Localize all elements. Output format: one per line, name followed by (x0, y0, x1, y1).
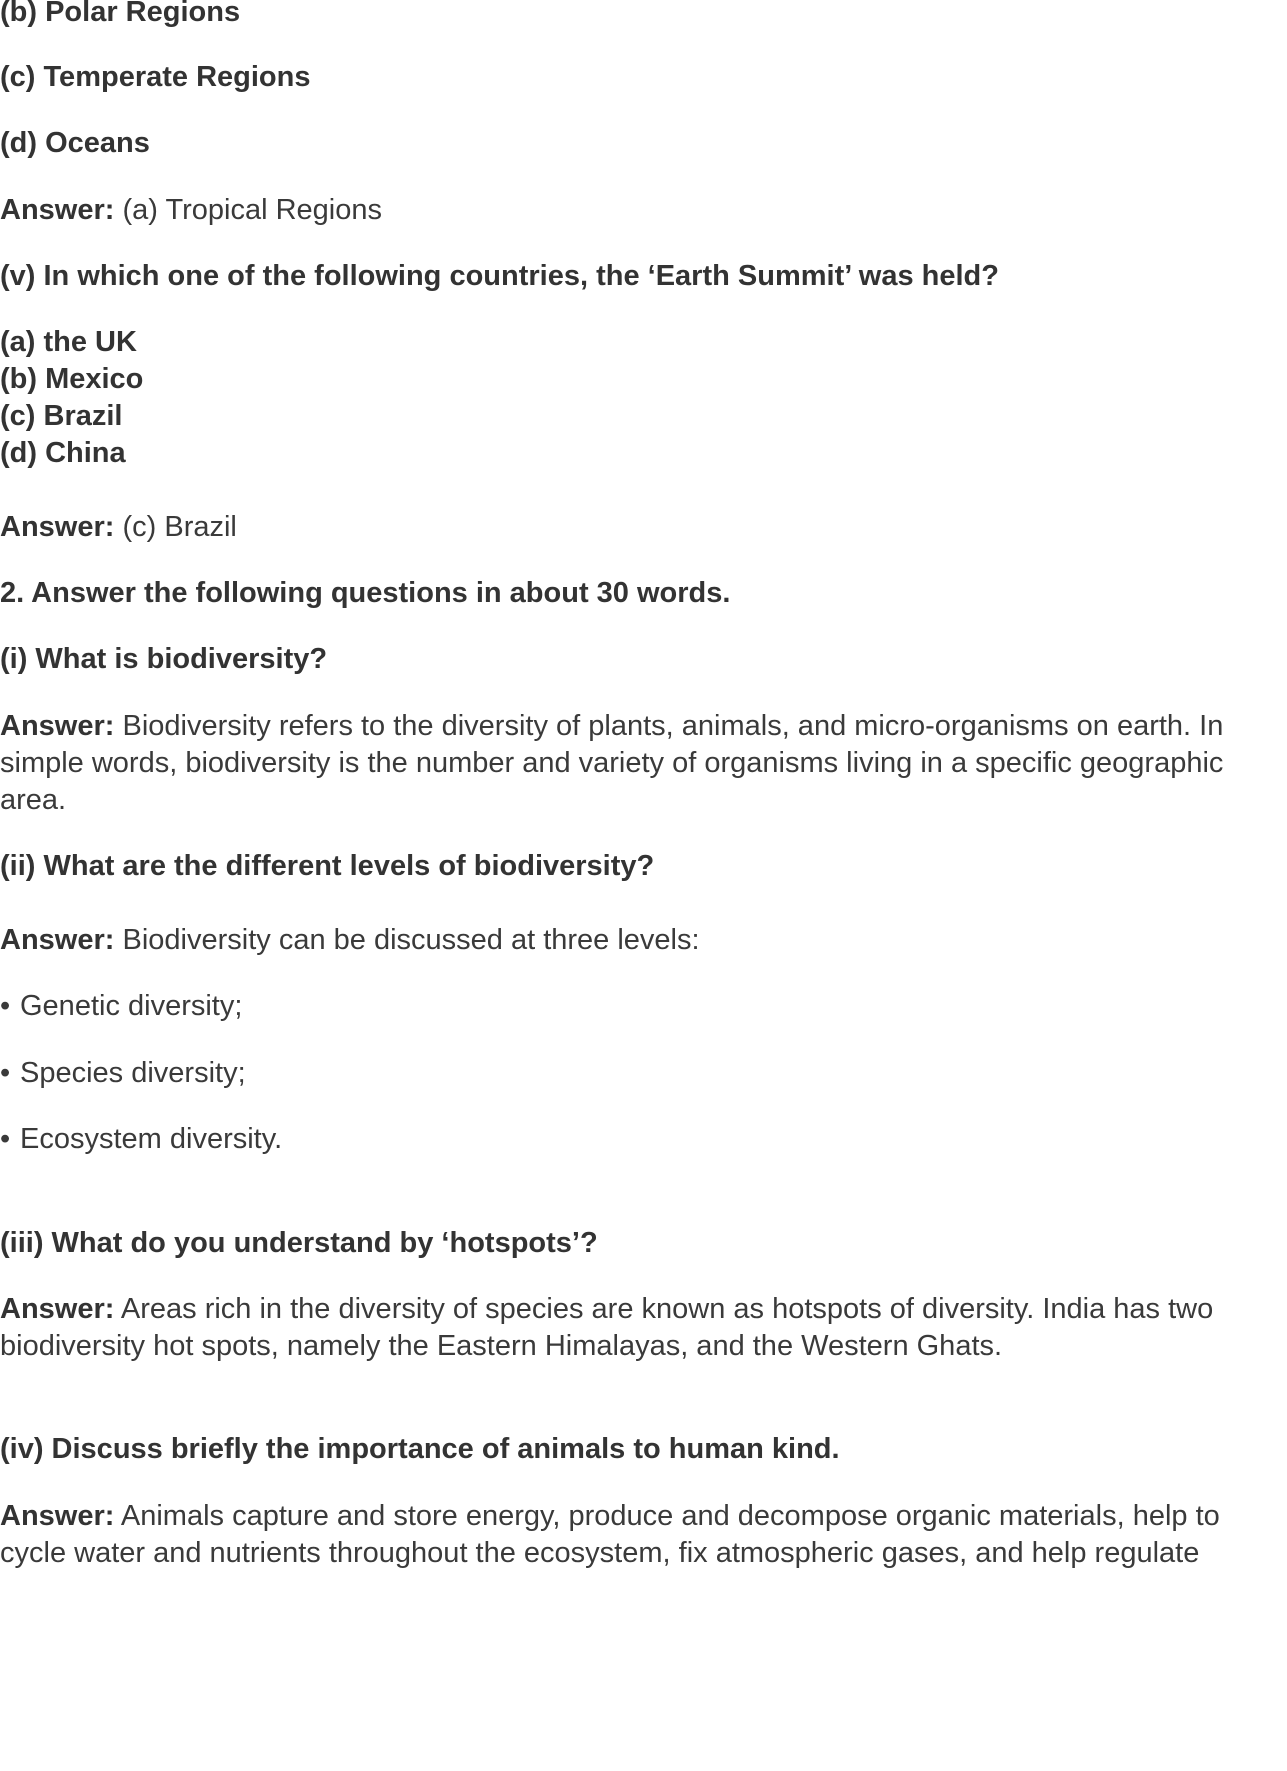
answer-ii (0, 919, 700, 961)
answer-brazil (0, 506, 237, 548)
bullet-ecosystem (0, 1118, 282, 1160)
option-c-temperate: (c) Temperate Regions (0, 61, 311, 93)
answer-label: Answer: (0, 710, 115, 742)
answer-text: Animals capture and store energy, produce and decompose organic materials, help to (120, 1500, 1220, 1532)
option-b-mexico: (b) Mexico (0, 363, 144, 395)
answer-text: Areas rich in the diversity of species are known as hotspots of diversity. India has two (120, 1293, 1214, 1325)
bullet-species (0, 1052, 246, 1094)
answer-i-line2: simple words, biodiversity is the number and variety of organisms living in a specific geographic (0, 747, 1224, 779)
option-b-polar: (b) Polar Regions (0, 0, 241, 28)
bullet-icon: • (0, 1057, 11, 1089)
bullet-icon: • (0, 1123, 11, 1155)
option-a-uk: (a) the UK (0, 326, 137, 358)
answer-iv-line1 (0, 1495, 1220, 1537)
answer-i-line3: area. (0, 784, 67, 816)
answer-iii-line1 (0, 1288, 1213, 1330)
question-v: (v) In which one of the following countries, the ‘Earth Summit’ was held? (0, 260, 999, 292)
answer-text: Biodiversity can be discussed at three levels: (122, 924, 700, 956)
answer-label: Answer: (0, 924, 115, 956)
option-c-brazil: (c) Brazil (0, 400, 123, 432)
question-ii: (ii) What are the different levels of biodiversity? (0, 850, 655, 882)
bullet-icon: • (0, 990, 11, 1022)
question-i: (i) What is biodiversity? (0, 643, 328, 675)
answer-label: Answer: (0, 1293, 115, 1325)
answer-label: Answer: (0, 511, 115, 543)
section-2-heading: 2. Answer the following questions in about 30 words. (0, 577, 731, 609)
answer-label: Answer: (0, 194, 115, 226)
answer-text: (a) Tropical Regions (122, 194, 382, 226)
question-iv: (iv) Discuss briefly the importance of animals to human kind. (0, 1433, 840, 1465)
answer-label: Answer: (0, 1500, 115, 1532)
answer-tropical (0, 189, 382, 231)
answer-text: (c) Brazil (122, 511, 237, 543)
option-d-oceans: (d) Oceans (0, 127, 150, 159)
question-iii: (iii) What do you understand by ‘hotspots’? (0, 1227, 598, 1259)
answer-iii-line2: biodiversity hot spots, namely the Eastern Himalayas, and the Western Ghats. (0, 1330, 1003, 1362)
answer-text: Biodiversity refers to the diversity of plants, animals, and micro-organisms on earth. In (122, 710, 1224, 742)
option-d-china: (d) China (0, 437, 126, 469)
bullet-genetic (0, 985, 242, 1027)
bullet-text: Species diversity; (20, 1057, 246, 1089)
bullet-text: Ecosystem diversity. (20, 1123, 283, 1155)
answer-iv-line2: cycle water and nutrients throughout the ecosystem, fix atmospheric gases, and help regulate (0, 1537, 1200, 1569)
answer-i-line1 (0, 705, 1223, 747)
bullet-text: Genetic diversity; (20, 990, 243, 1022)
